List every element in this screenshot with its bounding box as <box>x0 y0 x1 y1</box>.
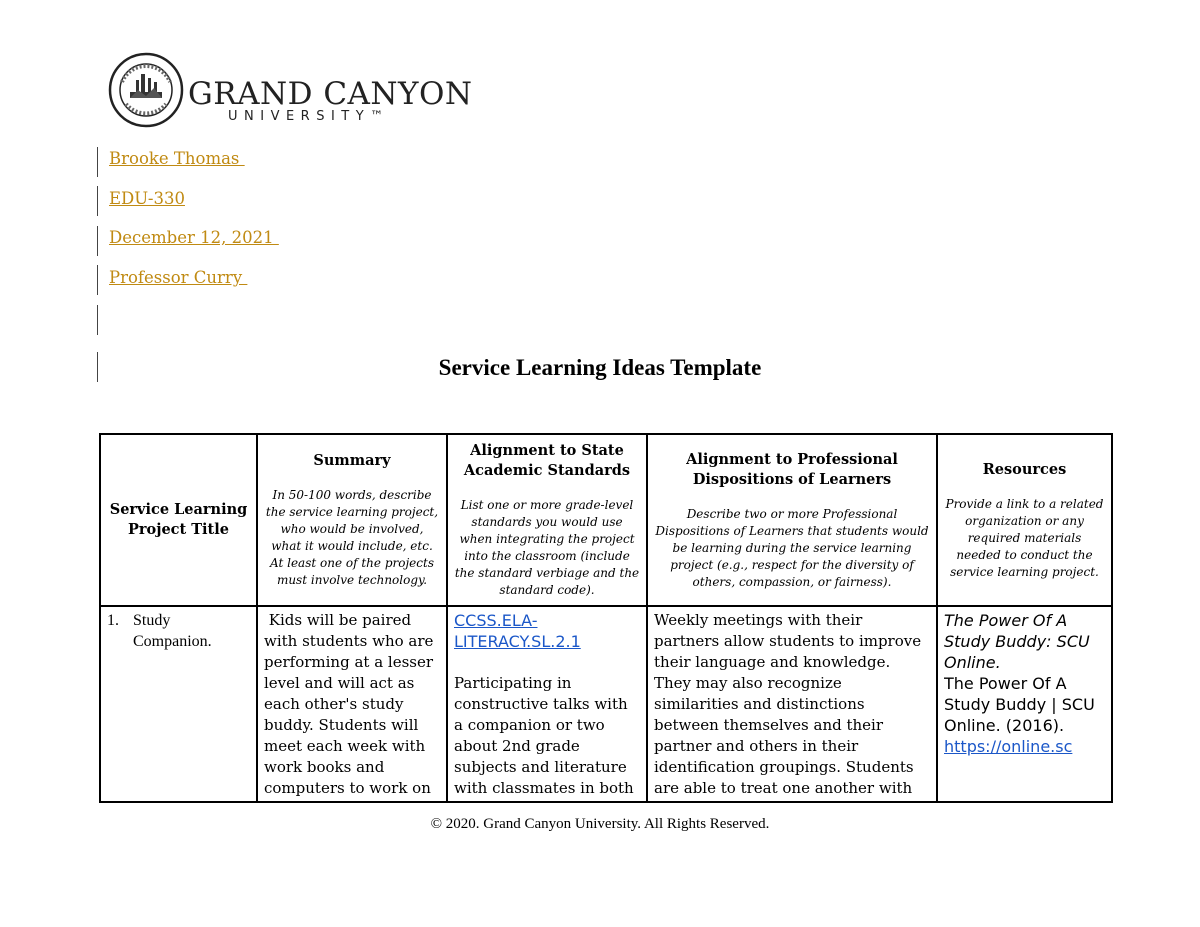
text-cursor-marker <box>97 186 98 216</box>
column-header-summary <box>257 434 447 606</box>
dispositions-cell[interactable] <box>647 606 937 802</box>
column-heading: Service Learning Project Title <box>109 501 248 538</box>
page-title: Service Learning Ideas Template <box>438 355 762 380</box>
project-title: Study Companion. <box>133 612 212 650</box>
column-description: Describe two or more Professional Dispositions of Learners that students would be learning during the service learning project (e.g., respect for the diversity of others, compassion, or fairness). <box>655 506 929 589</box>
university-logo <box>108 50 473 130</box>
text-cursor-marker <box>97 226 98 256</box>
standard-code-link[interactable]: CCSS.ELA-LITERACY.SL.2.1 <box>454 611 581 651</box>
column-header-resources <box>937 434 1112 606</box>
column-heading: Summary <box>313 452 391 469</box>
summary-cell[interactable] <box>257 606 447 802</box>
resource-citation: The Power Of A Study Buddy | SCU Online. (2016). <box>944 674 1095 735</box>
resource-link[interactable]: https://online.sc <box>944 737 1073 756</box>
course-code[interactable]: EDU-330 <box>109 189 185 208</box>
column-heading: Alignment to Professional Dispositions of Learners <box>686 450 898 488</box>
list-number: 1. <box>107 612 119 629</box>
column-header-standards <box>447 434 647 606</box>
university-seal-icon <box>108 52 184 128</box>
summary-text: Kids will be paired with students who are performing at a lesser level and will act as each other's study buddy. Students will meet each week with work books and computers to work on <box>264 611 439 797</box>
table-row <box>100 606 1112 802</box>
professor-name[interactable]: Professor Curry <box>109 268 248 287</box>
resources-cell[interactable] <box>937 606 1112 802</box>
column-description: Provide a link to a related organization or any required materials needed to conduct the service learning project. <box>945 496 1104 579</box>
column-description: In 50-100 words, describe the service learning project, who would be involved, what it would include, etc. At least one of the projects must involve technology. <box>265 488 439 587</box>
column-header-title <box>100 434 257 606</box>
project-title-cell[interactable] <box>100 606 257 802</box>
text-cursor-marker <box>97 305 98 335</box>
logo-name: GRAND CANYON <box>188 76 473 112</box>
dispositions-text: Weekly meetings with their partners allow students to improve their language and knowledge. They may also recognize similarities and distinctions between themselves and their partner and others in their identification groupings. Students are able to treat one another with <box>654 611 922 797</box>
logo-subtitle: UNIVERSITY™ <box>228 109 390 124</box>
text-cursor-marker <box>97 265 98 295</box>
student-name[interactable]: Brooke Thomas <box>109 149 245 168</box>
date[interactable]: December 12, 2021 <box>109 228 279 247</box>
resource-title: The Power Of A Study Buddy: SCU Online. <box>944 611 1090 672</box>
column-heading: Resources <box>982 460 1067 478</box>
standards-cell[interactable] <box>447 606 647 802</box>
text-cursor-marker <box>97 147 98 177</box>
copyright-footer: © 2020. Grand Canyon University. All Rights Reserved. <box>430 816 770 832</box>
column-description: List one or more grade-level standards you would use when integrating the project into the classroom (include the standard verbiage and the standard code). <box>454 498 640 597</box>
standard-text: Participating in constructive talks with a companion or two about 2nd grade subjects and literature with classmates in both <box>454 674 634 797</box>
column-heading: Alignment to State Academic Standards <box>463 442 631 479</box>
service-learning-table <box>99 433 1113 803</box>
column-header-dispositions <box>647 434 937 606</box>
table-header-row <box>100 434 1112 606</box>
